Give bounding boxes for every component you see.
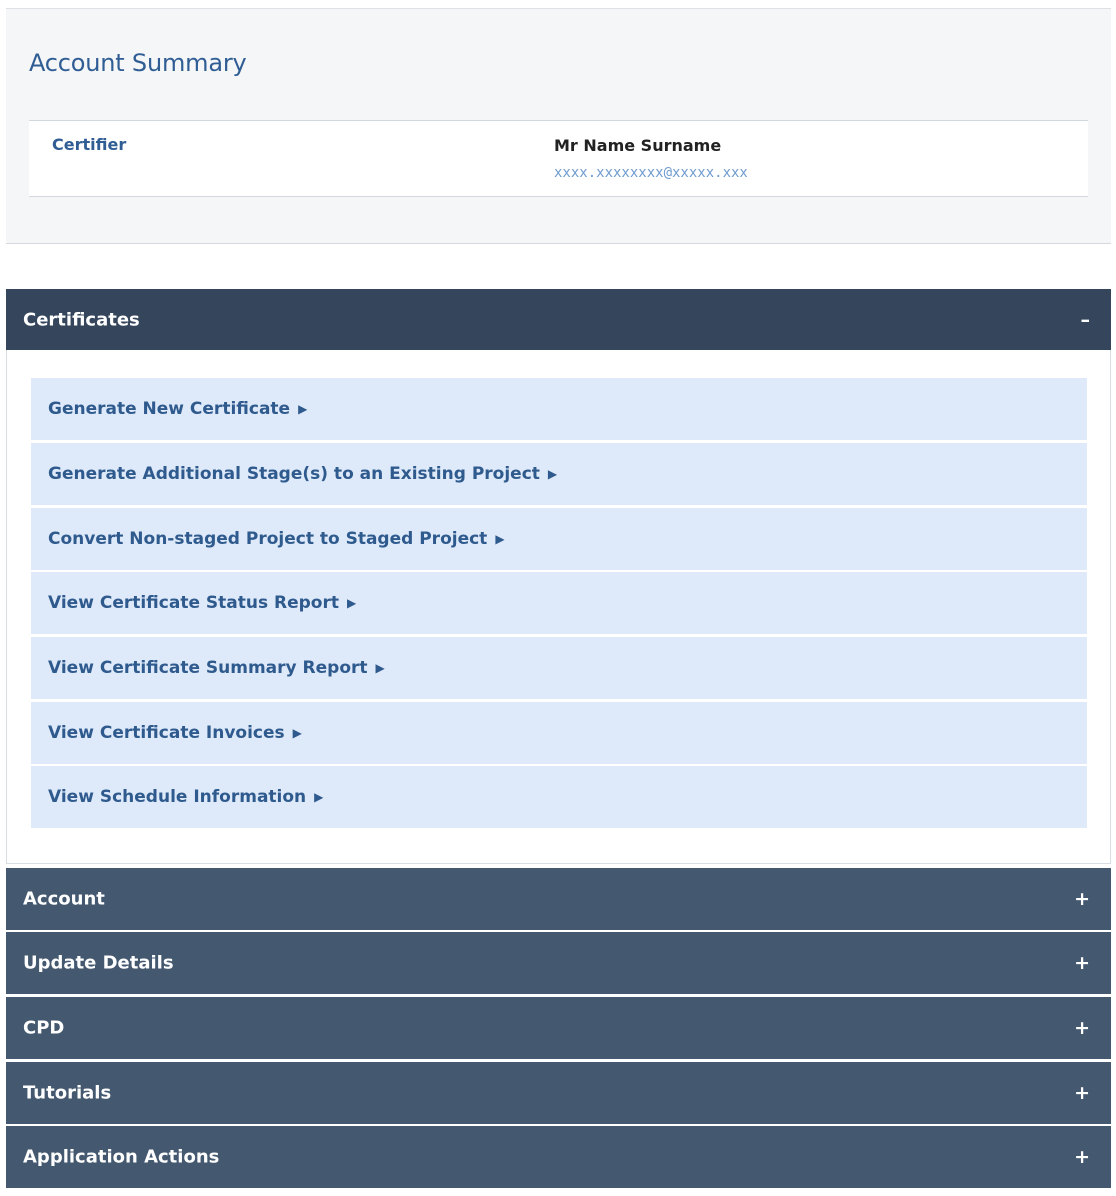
expand-icon[interactable]: + [1074, 1146, 1090, 1168]
account-summary-row [29, 120, 1088, 197]
view-certificate-summary-report-link[interactable] [31, 637, 1087, 699]
certificates-panel-body [6, 350, 1111, 864]
link-label: View Certificate Status Report ▶ [48, 593, 357, 613]
link-label: View Certificate Invoices ▶ [48, 723, 302, 743]
generate-new-certificate-link[interactable] [31, 378, 1087, 440]
arrow-right-icon: ▶ [347, 596, 357, 610]
panel-title-certificates: Certificates [23, 309, 140, 331]
arrow-right-icon: ▶ [292, 726, 302, 740]
panel-header-certificates[interactable] [6, 289, 1111, 351]
user-email-link[interactable]: xxxx.xxxxxxxx@xxxxx.xxx [554, 165, 748, 181]
collapse-icon[interactable]: – [1080, 309, 1090, 331]
arrow-right-icon: ▶ [495, 532, 505, 546]
panel-header-account[interactable] [6, 868, 1111, 930]
generate-additional-stages-link[interactable] [31, 443, 1087, 505]
panel-title-account: Account [23, 888, 105, 910]
expand-icon[interactable]: + [1074, 1082, 1090, 1104]
arrow-right-icon: ▶ [375, 661, 385, 675]
link-label: Generate Additional Stage(s) to an Existing Project ▶ [48, 464, 558, 484]
arrow-right-icon: ▶ [298, 402, 308, 416]
panel-title-update-details: Update Details [23, 952, 174, 974]
link-label: View Certificate Summary Report ▶ [48, 658, 385, 678]
panel-header-application-actions[interactable] [6, 1126, 1111, 1188]
arrow-right-icon: ▶ [314, 790, 324, 804]
expand-icon[interactable]: + [1074, 952, 1090, 974]
panel-header-cpd[interactable] [6, 997, 1111, 1059]
arrow-right-icon: ▶ [547, 467, 558, 481]
view-certificate-status-report-link[interactable] [31, 572, 1087, 634]
panel-title-application-actions: Application Actions [23, 1146, 220, 1168]
expand-icon[interactable]: + [1074, 1017, 1090, 1039]
panel-header-update-details[interactable] [6, 932, 1111, 994]
panel-header-tutorials[interactable] [6, 1062, 1111, 1124]
view-schedule-information-link[interactable] [31, 766, 1087, 828]
account-summary-section [6, 8, 1111, 244]
link-label: View Schedule Information ▶ [48, 787, 324, 807]
panel-title-tutorials: Tutorials [23, 1082, 112, 1104]
convert-non-staged-project-link[interactable] [31, 508, 1087, 570]
expand-icon[interactable]: + [1074, 888, 1090, 910]
link-label: Convert Non-staged Project to Staged Project ▶ [48, 529, 505, 549]
user-name: Mr Name Surname [554, 136, 722, 155]
view-certificate-invoices-link[interactable] [31, 702, 1087, 764]
panel-title-cpd: CPD [23, 1017, 65, 1039]
link-label: Generate New Certificate ▶ [48, 399, 308, 419]
account-summary-title: Account Summary [29, 49, 247, 77]
role-label: Certifier [52, 135, 127, 154]
